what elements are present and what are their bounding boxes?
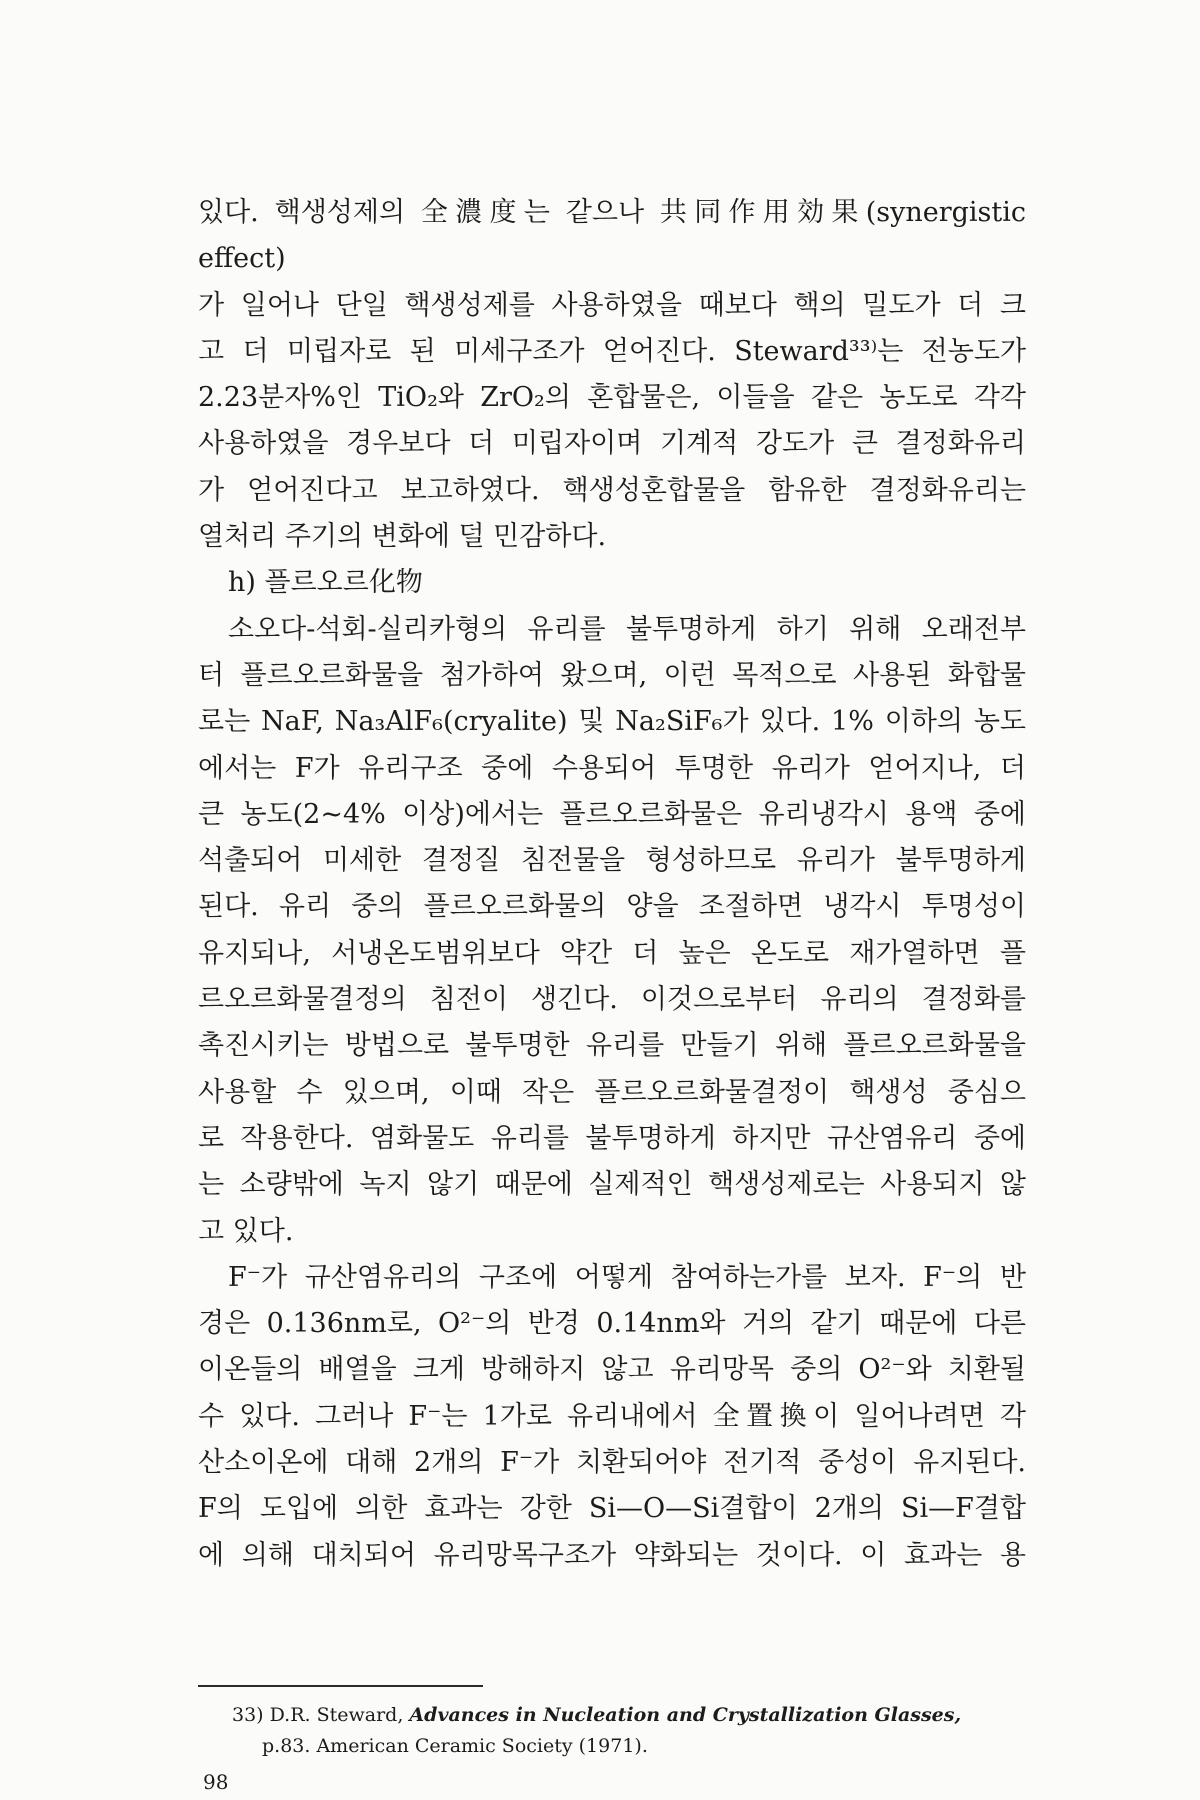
text-line: 된다. 유리 중의 플르오르화물의 양을 조절하면 냉각시 투명성이 bbox=[198, 891, 1026, 923]
text-line: 터 플르오르화물을 첨가하여 왔으며, 이런 목적으로 사용된 화합물 bbox=[198, 659, 1026, 691]
text-line: 사용하였을 경우보다 더 미립자이며 기계적 강도가 큰 결정화유리 bbox=[198, 428, 1026, 460]
text-line: 는 소량밖에 녹지 않기 때문에 실제적인 핵생성제로는 사용되지 않 bbox=[198, 1169, 1026, 1201]
text-line: 가 얻어진다고 보고하였다. 핵생성혼합물을 함유한 결정화유리는 bbox=[198, 474, 1026, 506]
text-line: 열처리 주기의 변화에 덜 민감하다. bbox=[198, 521, 607, 553]
text-line: F⁻가 규산염유리의 구조에 어떻게 참여하는가를 보자. F⁻의 반 bbox=[228, 1261, 1026, 1293]
footnote-lead: 33) D.R. Steward, bbox=[232, 1704, 410, 1726]
text-line: 고 있다. bbox=[198, 1215, 294, 1247]
body-text bbox=[198, 190, 1026, 1579]
text-line: 촉진시키는 방법으로 불투명한 유리를 만들기 위해 플르오르화물을 bbox=[198, 1030, 1026, 1062]
text-line: 사용할 수 있으며, 이때 작은 플르오르화물결정이 핵생성 중심으 bbox=[198, 1076, 1026, 1108]
footnote-title: Advances in Nucleation and Crystallization Glasses, bbox=[409, 1704, 962, 1726]
footnote-line: p.83. American Ceramic Society (1971). bbox=[262, 1735, 648, 1757]
text-line: 에 의해 대치되어 유리망목구조가 약화되는 것이다. 이 효과는 용 bbox=[198, 1539, 1026, 1571]
text-line: 로는 NaF, Na₃AlF₆(cryalite) 및 Na₂SiF₆가 있다. 1% 이하의 농도 bbox=[198, 706, 1026, 738]
page-number: 98 bbox=[203, 1770, 229, 1794]
footnote-divider bbox=[198, 1685, 483, 1687]
text-line: 큰 농도(2~4% 이상)에서는 플르오르화물은 유리냉각시 용액 중에 bbox=[198, 798, 1026, 830]
text-line: 르오르화물결정의 침전이 생긴다. 이것으로부터 유리의 결정화를 bbox=[198, 984, 1026, 1016]
text-line: 고 더 미립자로 된 미세구조가 얻어진다. Steward³³⁾는 전농도가 bbox=[198, 335, 1026, 367]
text-line: 가 일어나 단일 핵생성제를 사용하였을 때보다 핵의 밀도가 더 크 bbox=[198, 289, 1026, 321]
text-line: 있다. 핵생성제의 全濃度는 같으나 共同作用効果(synergistic effect) bbox=[198, 197, 1026, 275]
footnote bbox=[232, 1700, 1032, 1762]
text-line: 로 작용한다. 염화물도 유리를 불투명하게 하지만 규산염유리 중에 bbox=[198, 1122, 1026, 1154]
text-line: 경은 0.136nm로, O²⁻의 반경 0.14nm와 거의 같기 때문에 다른 bbox=[198, 1308, 1026, 1340]
paragraph-nucleation bbox=[198, 190, 1026, 560]
text-line: 수 있다. 그러나 F⁻는 1가로 유리내에서 全置換이 일어나려면 각 bbox=[198, 1400, 1026, 1432]
text-line: 산소이온에 대해 2개의 F⁻가 치환되어야 전기적 중성이 유지된다. bbox=[198, 1447, 1026, 1479]
footnote-line bbox=[232, 1700, 1032, 1731]
text-line: 소오다-석회-실리카형의 유리를 불투명하게 하기 위해 오래전부 bbox=[228, 613, 1026, 645]
text-line: 2.23분자%인 TiO₂와 ZrO₂의 혼합물은, 이들을 같은 농도로 각각 bbox=[198, 382, 1027, 414]
section-heading: h) 플르오르化物 bbox=[228, 567, 423, 599]
paragraph-fluoride-structure bbox=[198, 1255, 1026, 1579]
text-line: 에서는 F가 유리구조 중에 수용되어 투명한 유리가 얻어지나, 더 bbox=[198, 752, 1026, 784]
text-line: F의 도입에 의한 효과는 강한 Si—O—Si결합이 2개의 Si—F결합 bbox=[198, 1493, 1026, 1525]
text-line: 석출되어 미세한 결정질 침전물을 형성하므로 유리가 불투명하게 bbox=[198, 845, 1026, 877]
paragraph-fluoride bbox=[198, 607, 1026, 1255]
text-line: 유지되나, 서냉온도범위보다 약간 더 높은 온도로 재가열하면 플 bbox=[198, 937, 1026, 969]
text-line: 이온들의 배열을 크게 방해하지 않고 유리망목 중의 O²⁻와 치환될 bbox=[198, 1354, 1026, 1386]
